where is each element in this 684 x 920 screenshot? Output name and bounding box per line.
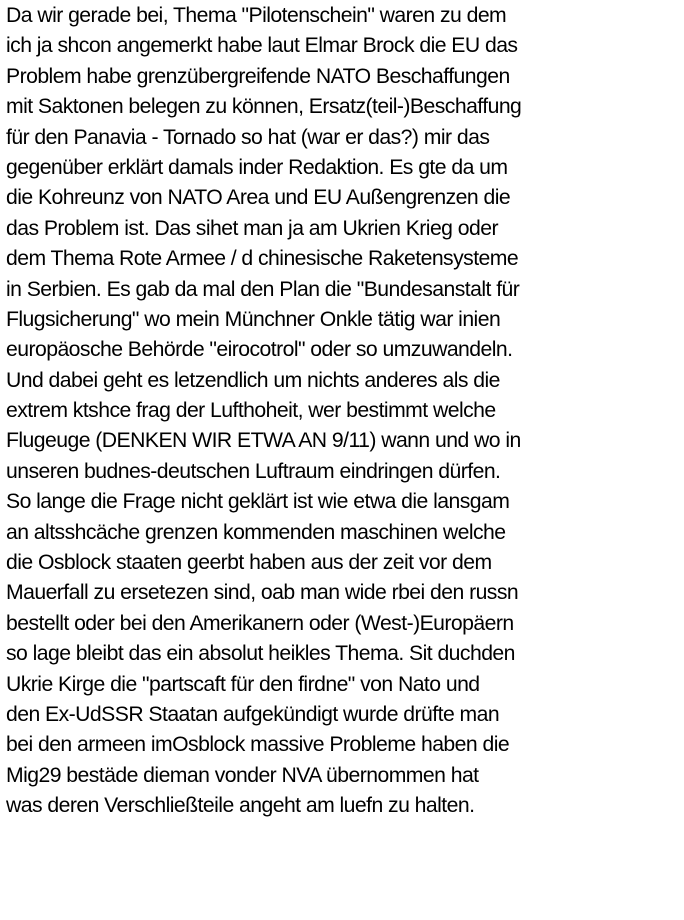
text-line: die Kohreunz von NATO Area und EU Außengrenzen die [6,186,511,210]
text-line: dem Thema Rote Armee / d chinesische Raketensysteme [6,247,519,271]
text-line: Problem habe grenzübergreifende NATO Beschaffungen [6,64,510,88]
text-line: was deren Verschließteile angeht am luefn zu halten. [6,794,475,818]
document-text-block [6,1,682,822]
text-line: so lage bleibt das ein absolut heikles Thema. Sit duchden [6,642,515,666]
text-line: den Ex-UdSSR Staatan aufgekündigt wurde drüfte man [6,702,500,726]
text-line: Mig29 bestäde dieman vonder NVA übernommen hat [6,763,479,787]
text-line: Flugeuge (DENKEN WIR ETWA AN 9/11) wann und wo in [6,429,521,453]
text-line: europäosche Behörde "eirocotrol" oder so umzuwandeln. [6,338,513,362]
text-line: für den Panavia - Tornado so hat (war er das?) mir das [6,125,490,149]
text-line: Mauerfall zu ersetezen sind, oab man wide rbei den russn [6,581,519,605]
text-line: ich ja shcon angemerkt habe laut Elmar Brock die EU das [6,34,518,58]
text-line: So lange die Frage nicht geklärt ist wie etwa die lansgam [6,490,510,514]
text-line: extrem ktshce frag der Lufthoheit, wer bestimmt welche [6,399,496,423]
text-line: bestellt oder bei den Amerikanern oder (West-)Europäern [6,611,514,635]
text-line: in Serbien. Es gab da mal den Plan die "Bundesanstalt für [6,277,520,301]
text-line: unseren budnes-deutschen Luftraum eindringen dürfen. [6,459,501,483]
text-line: an altsshcäche grenzen kommenden maschinen welche [6,520,506,544]
text-line: gegenüber erklärt damals inder Redaktion. Es gte da um [6,155,508,179]
text-line: Flugsicherung" wo mein Münchner Onkle tätig war inien [6,307,501,331]
text-line: bei den armeen imOsblock massive Probleme haben die [6,733,510,757]
text-line: die Osblock staaten geerbt haben aus der zeit vor dem [6,551,492,575]
text-line: das Problem ist. Das sihet man ja am Ukrien Krieg oder [6,216,498,240]
text-line: Und dabei geht es letzendlich um nichts anderes als die [6,368,500,392]
text-line: mit Saktonen belegen zu können, Ersatz(teil-)Beschaffung [6,95,522,119]
text-line: Ukrie Kirge die "partscaft für den firdne" von Nato und [6,672,480,696]
text-line: Da wir gerade bei, Thema "Pilotenschein" waren zu dem [6,4,507,27]
